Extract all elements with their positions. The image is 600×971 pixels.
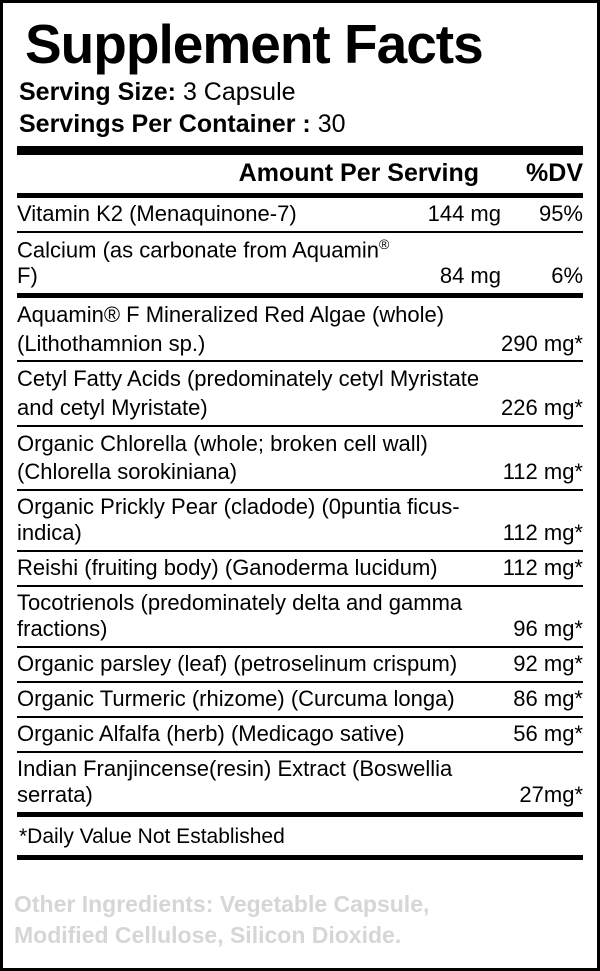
servings-per-container-label: Servings Per Container :: [19, 110, 311, 138]
serving-size-label: Serving Size:: [19, 78, 176, 106]
nutrient-amount: 144 mg: [427, 201, 501, 226]
ingredient-amount: 56 mg*: [513, 720, 583, 746]
ingredient-amount: 112 mg*: [502, 459, 583, 485]
nutrient-name: Vitamin K2 (Menaquinone-7): [17, 201, 297, 227]
serving-size-line: [19, 76, 583, 108]
ingredient-name: Organic Alfalfa (herb) (Medicago sative): [17, 720, 405, 746]
serving-size-value: 3 Capsule: [182, 78, 296, 106]
table-row: [17, 683, 583, 716]
ingredient-name-line1: Cetyl Fatty Acids (predominately cetyl Myristate: [17, 366, 480, 392]
ingredient-name: Indian Franjincense(resin) Extract (Boswellia serrata): [17, 755, 453, 807]
ingredient-amount: 112 mg*: [502, 519, 583, 545]
nutrient-amount: 84 mg: [439, 263, 501, 289]
ingredient-name: Tocotrienols (predominately delta and gamma fractions): [17, 589, 463, 641]
ingredient-amount: 92 mg*: [513, 650, 583, 676]
cropped-other-ingredients-area: [6, 891, 594, 965]
ingredient-name-line1: Organic Chlorella (whole; broken cell wall): [17, 430, 428, 456]
footnote: *Daily Value Not Established: [19, 824, 285, 848]
table-row: [17, 552, 583, 585]
column-header-daily-value: %DV: [526, 159, 583, 187]
nutrient-dv: 95%: [538, 201, 583, 226]
ingredient-name-line2: (Chlorella sorokiniana): [17, 459, 238, 485]
table-row: [17, 427, 583, 489]
column-header-amount-per-serving: Amount Per Serving: [238, 159, 479, 187]
ingredient-name-line2: (Lithothamnion sp.): [17, 330, 206, 356]
ingredient-name: Organic parsley (leaf) (petroselinum crispum): [17, 650, 458, 676]
other-ingredients-value-clipped: Modified Cellulose, Silicon Dioxide.: [14, 922, 402, 949]
divider-thick-top: [17, 146, 583, 155]
divider-below-footnote: [17, 855, 583, 860]
ingredient-amount: 96 mg*: [513, 615, 583, 641]
registered-mark-icon: ®: [378, 236, 390, 252]
ingredient-name: Reishi (fruiting body) (Ganoderma lucidum): [17, 554, 438, 580]
page-title: Supplement Facts: [25, 13, 483, 75]
other-ingredients-label-clipped: Other Ingredients: Vegetable Capsule,: [14, 891, 430, 917]
ingredient-amount: 27mg*: [519, 781, 583, 807]
nutrient-name: [17, 236, 417, 289]
ingredient-name: Organic Turmeric (rhizome) (Curcuma longa): [17, 685, 455, 711]
ingredient-amount: 86 mg*: [513, 685, 583, 711]
servings-per-container-value: 30: [317, 110, 346, 138]
table-row: [17, 233, 583, 293]
ingredient-amount: 290 mg*: [501, 330, 583, 356]
nutrient-name-tail: F): [17, 263, 38, 289]
table-header-row: [17, 155, 583, 193]
nutrient-dv: 6%: [551, 263, 583, 289]
nutrient-name-main: Calcium (as carbonate from Aquamin: [17, 237, 379, 263]
table-row: [17, 491, 583, 550]
table-row: [17, 298, 583, 360]
ingredient-name: Organic Prickly Pear (cladode) (0puntia ficus-indica): [17, 493, 460, 545]
ingredient-name-line2: and cetyl Myristate): [17, 395, 208, 421]
table-row: [17, 587, 583, 646]
ingredient-amount: 112 mg*: [502, 554, 583, 580]
table-row: [17, 648, 583, 681]
servings-per-container-line: [19, 108, 583, 140]
table-row: [17, 753, 583, 812]
ingredient-name-line1: Aquamin® F Mineralized Red Algae (whole): [17, 302, 445, 328]
table-row: [17, 362, 583, 424]
table-row: [17, 718, 583, 751]
table-row: [17, 198, 583, 231]
ingredient-amount: 226 mg*: [501, 395, 583, 421]
